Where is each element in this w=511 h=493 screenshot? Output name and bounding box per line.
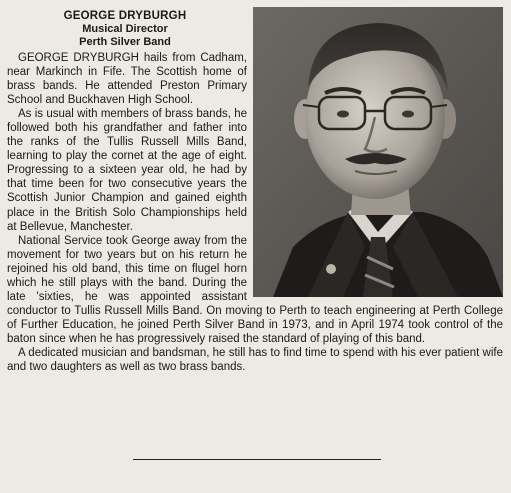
portrait-illustration xyxy=(253,7,503,297)
portrait-photo xyxy=(253,7,503,297)
person-name: GEORGE DRYBURGH xyxy=(63,10,187,22)
divider-rule xyxy=(133,459,381,460)
paragraph: A dedicated musician and bandsman, he still has to find time to spend with his ever patient wife and two daughters as well as two brass bands. xyxy=(7,346,503,374)
band-name: Perth Silver Band xyxy=(79,36,171,48)
paragraph: National Service took George away from the movement for two years but on his return he rejoined his old band, this time on flugel horn which he still plays with the band. During the late 'sixties, he was appointed assistant conductor to Tullis Russell Mills Band. On moving to Perth to teach engineering at Perth College of Further Education, he joined Perth Silver Band in 1973, and in April 1974 took control of the baton since when he has progressively raised the standard of playing of this band. xyxy=(7,234,503,345)
paragraph: GEORGE DRYBURGH hails from Cadham, near Markinch in Fife. The Scottish home of brass bands. He attended Preston Primary School and Buckhaven High School. xyxy=(7,52,247,107)
paragraph: As is usual with members of brass bands, he followed both his grandfather and father into the ranks of the Tullis Russell Mills Band, learning to play the cornet at the age of eight. Progressing to a sixteen year old, he had by that time been for two consecutive years the Scottish Junior Champion and gained eighth place in the British Solo Championships held at Bellevue, Manchester. xyxy=(7,108,247,233)
person-role: Musical Director xyxy=(82,23,168,35)
article-header xyxy=(0,10,250,49)
article-body xyxy=(7,51,503,374)
